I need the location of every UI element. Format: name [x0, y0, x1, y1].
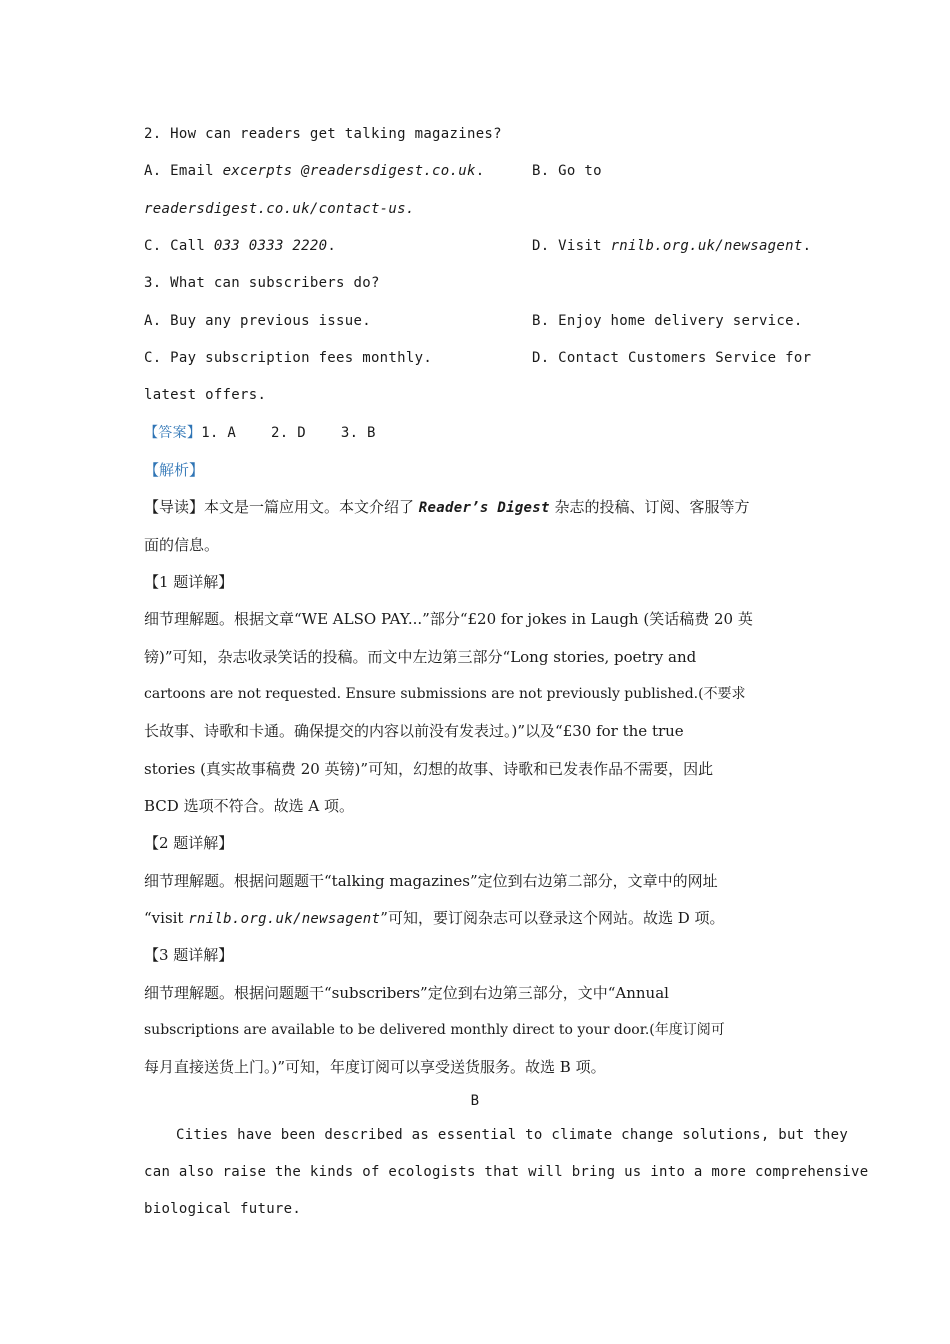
q3-option-b: B. Enjoy home delivery service. — [532, 313, 803, 329]
detail2-line: 细节理解题。根据问题题干“talking magazines”定位到右边第二部分，文章中的网址 — [144, 872, 718, 890]
guide-line — [144, 497, 750, 518]
guide-text1: 本文是一篇应用文。本文介绍了 — [204, 498, 419, 516]
detail1-line: BCD 选项不符合。故选 A 项。 — [144, 797, 354, 815]
guide-text2: 杂志的投稿、订阅、客服等方 — [549, 498, 750, 516]
answer-label: 【答案】 — [144, 425, 202, 441]
q2-c-prefix: C. Call — [144, 238, 214, 254]
section-b-line: biological future. — [144, 1201, 302, 1217]
detail2-visit: “visit — [144, 909, 189, 927]
q3-stem: 3. What can subscribers do? — [144, 275, 380, 291]
q2-d-prefix: D. Visit — [532, 238, 611, 254]
detail1-line: stories (真实故事稿费 20 英镑)”可知，幻想的故事、诗歌和已发表作品不需要，因此 — [144, 760, 714, 778]
section-b-line: can also raise the kinds of ecologists that will bring us into a more comprehensive — [144, 1164, 869, 1180]
detail3-line: 细节理解题。根据问题题干“subscribers”定位到右边第三部分，文中“Annual — [144, 984, 669, 1002]
q2-c-phone: 033 0333 2220 — [213, 238, 328, 254]
q2-option-c — [144, 236, 336, 256]
q3-option-c: C. Pay subscription fees monthly. — [144, 350, 433, 366]
q2-stem: 2. How can readers get talking magazines? — [144, 126, 502, 142]
q2-a-prefix: A. Email — [144, 163, 223, 179]
detail3-heading: 【3 题详解】 — [144, 946, 234, 964]
detail1-line: 细节理解题。根据文章“WE ALSO PAY...”部分“£20 for jokes in Laugh (笑话稿费 20 英 — [144, 610, 753, 628]
detail2-line — [144, 908, 725, 929]
detail3-line: subscriptions are available to be delivered monthly direct to your door.(年度订阅可 — [144, 1022, 725, 1038]
answer-line — [144, 423, 376, 443]
detail1-line: 长故事、诗歌和卡通。确保提交的内容以前没有发表过。)”以及“£30 for the true — [144, 722, 684, 740]
q2-option-b: B. Go to — [532, 163, 602, 179]
section-b-title: B — [470, 1093, 480, 1109]
q2-option-d — [532, 236, 811, 256]
analysis-label: 【解析】 — [144, 461, 205, 479]
q2-option-a — [144, 161, 484, 181]
guide-magazine-title: Reader’s Digest — [418, 500, 550, 516]
detail1-line: 镑)”可知，杂志收录笑话的投稿。而文中左边第三部分“Long stories, poetry and — [144, 648, 697, 666]
q2-d-url: rnilb.org.uk/newsagent — [610, 238, 803, 254]
q2-c-suffix: . — [327, 238, 337, 254]
answer-text: 1. A 2. D 3. B — [201, 425, 376, 441]
detail2-rest: ”可知，要订阅杂志可以登录这个网站。故选 D 项。 — [380, 909, 725, 927]
q2-option-b-cont: readersdigest.co.uk/contact-us. — [144, 201, 415, 217]
guide-cont: 面的信息。 — [144, 536, 220, 554]
q3-option-d-cont: latest offers. — [144, 387, 267, 403]
q2-a-email: excerpts @readersdigest.co.uk — [222, 163, 476, 179]
detail1-line: cartoons are not requested. Ensure submissions are not previously published.(不要求 — [144, 686, 746, 702]
q2-a-suffix: . — [475, 163, 485, 179]
section-b-line: Cities have been described as essential to climate change solutions, but they — [176, 1127, 849, 1143]
detail1-heading: 【1 题详解】 — [144, 573, 234, 591]
guide-label: 【导读】 — [144, 498, 205, 516]
detail3-line: 每月直接送货上门。)”可知，年度订阅可以享受送货服务。故选 B 项。 — [144, 1058, 606, 1076]
q3-option-a: A. Buy any previous issue. — [144, 313, 371, 329]
q3-option-d: D. Contact Customers Service for — [532, 350, 812, 366]
detail2-heading: 【2 题详解】 — [144, 834, 234, 852]
q2-d-suffix: . — [802, 238, 812, 254]
detail2-url: rnilb.org.uk/newsagent — [188, 911, 381, 927]
